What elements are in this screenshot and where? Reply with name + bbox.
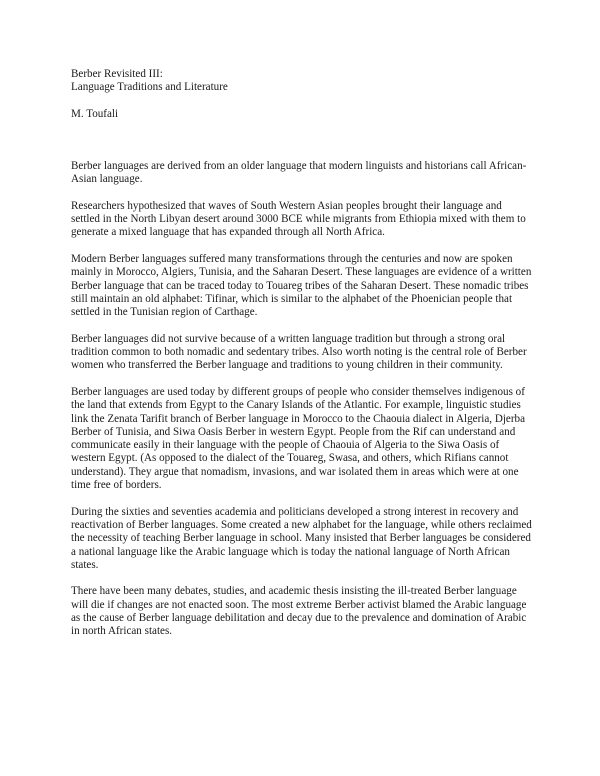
document-content xyxy=(71,68,533,652)
paragraph-5: Berber languages are used today by different groups of people who consider themselves indigenous of the land that extends from Egypt to the Canary Islands of the Atlantic. For example, linguistic studies link the Zenata Tarifit branch of Berber language in Morocco to the Chaouia dialect in Algeria, Djerba Berber of Tunisia, and Siwa Oasis Berber in western Egypt. People from the Rif can understand and communicate easily in their language with the people of Chaouia of Algeria to the Siwa Oasis of western Egypt. (As opposed to the dialect of the Touareg, Swasa, and others, which Rifians cannot understand). They argue that nomadism, invasions, and war isolated them in areas which were at one time free of borders. xyxy=(71,385,526,492)
document-body xyxy=(71,160,533,639)
document-title-line-2: Language Traditions and Literature xyxy=(71,81,228,94)
paragraph-6: During the sixties and seventies academia and politicians developed a strong interest in recovery and reactivation of Berber languages. Some created a new alphabet for the language, while others reclaimed the necessity of teaching Berber language in school. Many insisted that Berber languages be considered a national language like the Arabic language which is today the national language of North African states. xyxy=(71,505,532,571)
paragraph-3: Modern Berber languages suffered many transformations through the centuries and now are spoken mainly in Morocco, Algiers, Tunisia, and the Saharan Desert. These languages are evidence of a written Berber language that can be traced today to Touareg tribes of the Saharan Desert. These nomadic tribes still maintain an old alphabet: Tifinar, which is similar to the alphabet of the Phoenician people that settled in the Tunisian region of Carthage. xyxy=(71,252,532,319)
paragraph-7: There have been many debates, studies, and academic thesis insisting the ill-treated Berber language will die if changes are not enacted soon. The most extreme Berber activist blamed the Arabic language as the cause of Berber language debilitation and decay due to the prevalence and domination of Arabic in north African states. xyxy=(71,585,527,638)
paragraph-2: Researchers hypothesized that waves of South Western Asian peoples brought their language and settled in the North Libyan desert around 3000 BCE while migrants from Ethiopia mixed with them to generate a mixed language that has expanded through all North Africa. xyxy=(71,199,526,239)
paragraph-4: Berber languages did not survive because of a written language tradition but through a strong oral tradition common to both nomadic and sedentary tribes. Also worth noting is the central role of Berber women who transferred the Berber language and traditions to young children in their community. xyxy=(71,332,527,372)
document-author: M. Toufali xyxy=(71,107,119,120)
document-title-line-1: Berber Revisited III: xyxy=(71,68,163,80)
paragraph-1: Berber languages are derived from an older language that modern linguists and historians call African-Asian language. xyxy=(71,159,527,186)
